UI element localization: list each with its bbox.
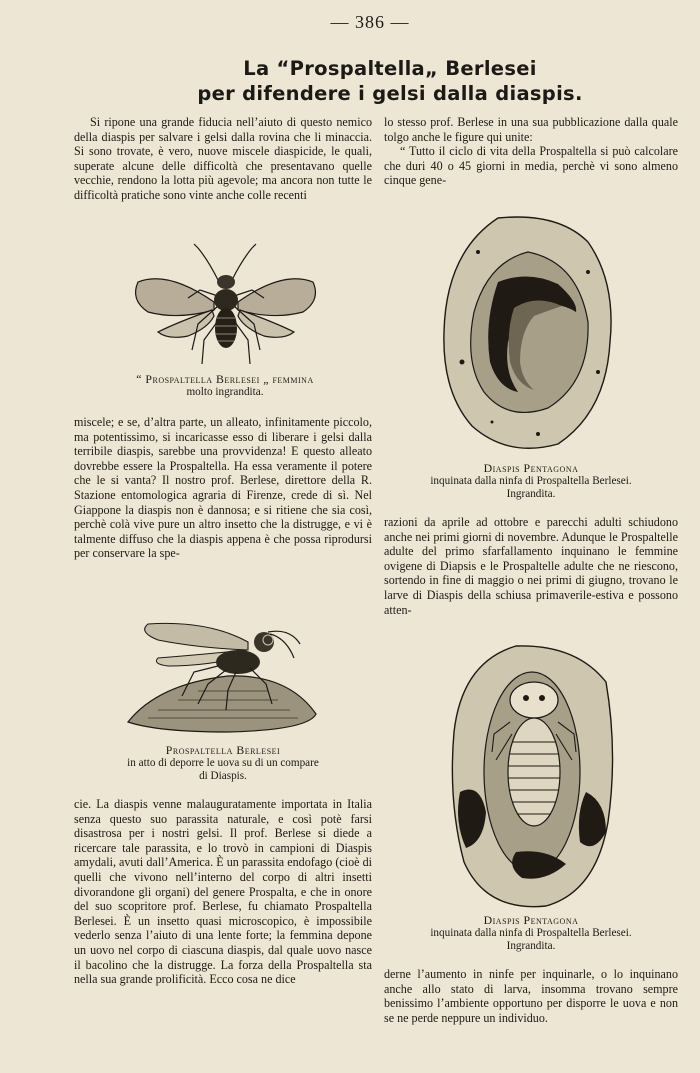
title-line-2: per difendere i gelsi dalla diaspis. [197,82,583,105]
caption-line: “ Prospaltella Berlesei „ femmina [136,372,314,386]
figure-2-caption [384,462,678,500]
paragraph: derne l’aumento in ninfe per inquinarle, o lo inquinano anche allo stato di larva, insomma trovano sempre benissimo l’ambiente opportuno per disporre le uova e non se ne perde neppure un individuo. [384,967,678,1025]
figure-1-caption [80,373,370,399]
paragraph: miscele; e se, d’altra parte, un alleato, infinitamente piccolo, ma potentissimo, si incaricasse esso di liberare i gelsi dalla terribile diaspis, sarebbe una provvidenza! E questo alleato dovrebbe essere la Prospaltella. Ha essa veramente il potere che le si vanta? Il nostro prof. Berlese, direttore della R. Stazione entomologica agraria di Firenze, crede di sì. Nel Giappone la diaspis non è dannosa; e si ritiene che sia così, perchè colà vive pure un altro insetto che la distrugge, e vi è talmente diffuso che la diaspis appena è che possa riprodursi per conservare la spe- [74,415,372,561]
caption-line: Ingrandita. [506,487,556,500]
caption-line: di Diaspis. [199,769,247,782]
article-title [110,56,670,106]
caption-line: inquinata dalla ninfa di Prospaltella Berlesei. [430,474,632,487]
paragraph: razioni da aprile ad ottobre e parecchi adulti schiudono anche nei primi giorni di novembre. Adunque le Prospaltelle adulte del primo sfarfallamento inquinano le femmine ovigene di Diapsis e le Prospaltelle adulte che ne riescono, sortendo in fine di maggio o nei primi di giugno, trovano le larve di Diaspis della schiusa primaverile-estiva e possono atten- [384,515,678,617]
caption-line: Ingrandita. [506,939,556,952]
caption-line: Diaspis Pentagona [483,461,579,475]
paragraph: cie. La diaspis venne malauguratamente importata in Italia senza questo suo parassita naturale, e così potè farsi disastrosa per i nostri gelsi. Il prof. Berlese si diede a ricercare tale parassita, e lo trovò in campioni di Diaspis amydali, avuti dall’America. È un parassita endofago (cioè di quelli che vivono nell’interno del corpo di altri insetti divorandone gli organi) del genere Prospalta, e che in onore del suo scopritore prof. Berlese, fu chiamato Prospaltella Berlesei. È un insetto quasi microscopico, è impossibile vederlo senza l’aiuto di una lente forte; la femmina depone un uovo nel corpo di ciascuna diaspis, dal quale uovo nasce il bacolino che la distrugge. La forza della Prospaltella sta nella sua grande prolificità. Ecco cosa ne dice [74,797,372,987]
right-column-block-1 [384,115,678,188]
caption-line: in atto di deporre le uova su di un compare [127,756,319,769]
caption-line: Diaspis Pentagona [483,913,579,927]
figure-prospaltella-female [128,240,323,368]
figure-prospaltella-oviposition [118,614,323,739]
paragraph: “ Tutto il ciclo di vita della Prospaltella si può calcolare che duri 40 o 45 giorni in media, perchè vi sono almeno cinque gene- [384,144,678,188]
diaspis-nymph-illustration [446,642,618,912]
paragraph: Si ripone una grande fiducia nell’aiuto di questo nemico della diaspis per salvare i gelsi dalla rovina che li minaccia. Si sono trovate, è vero, nuove miscele diaspicide, le quali, superate alcune delle difficoltà che presentavano quelle vecchie, rendono la lotta più agevole; ma ancora non tutte le difficoltà pratiche sono vinte anche colle recenti [74,115,372,202]
figure-4-caption [384,914,678,952]
left-column-block-1 [74,115,372,203]
figure-diaspis-1 [438,212,618,456]
left-column-block-2 [74,415,372,561]
right-column-block-3 [384,967,678,1025]
title-line-1: La “Prospaltella„ Berlesei [243,57,537,80]
page-number: — 386 — [330,12,410,32]
figure-diaspis-2 [446,642,618,912]
oviposition-illustration [118,614,323,739]
paragraph: lo stesso prof. Berlese in una sua pubblicazione dalla quale tolgo anche le figure qui unite: [384,115,678,144]
figure-3-caption [74,744,372,782]
insect-illustration [128,240,323,368]
right-column-block-2 [384,515,678,617]
caption-line: Prospaltella Berlesei [165,743,281,757]
left-column-block-3 [74,797,372,987]
caption-line: molto ingrandita. [186,385,264,398]
diaspis-scale-illustration [438,212,618,456]
caption-line: inquinata dalla ninfa di Prospaltella Berlesei. [430,926,632,939]
